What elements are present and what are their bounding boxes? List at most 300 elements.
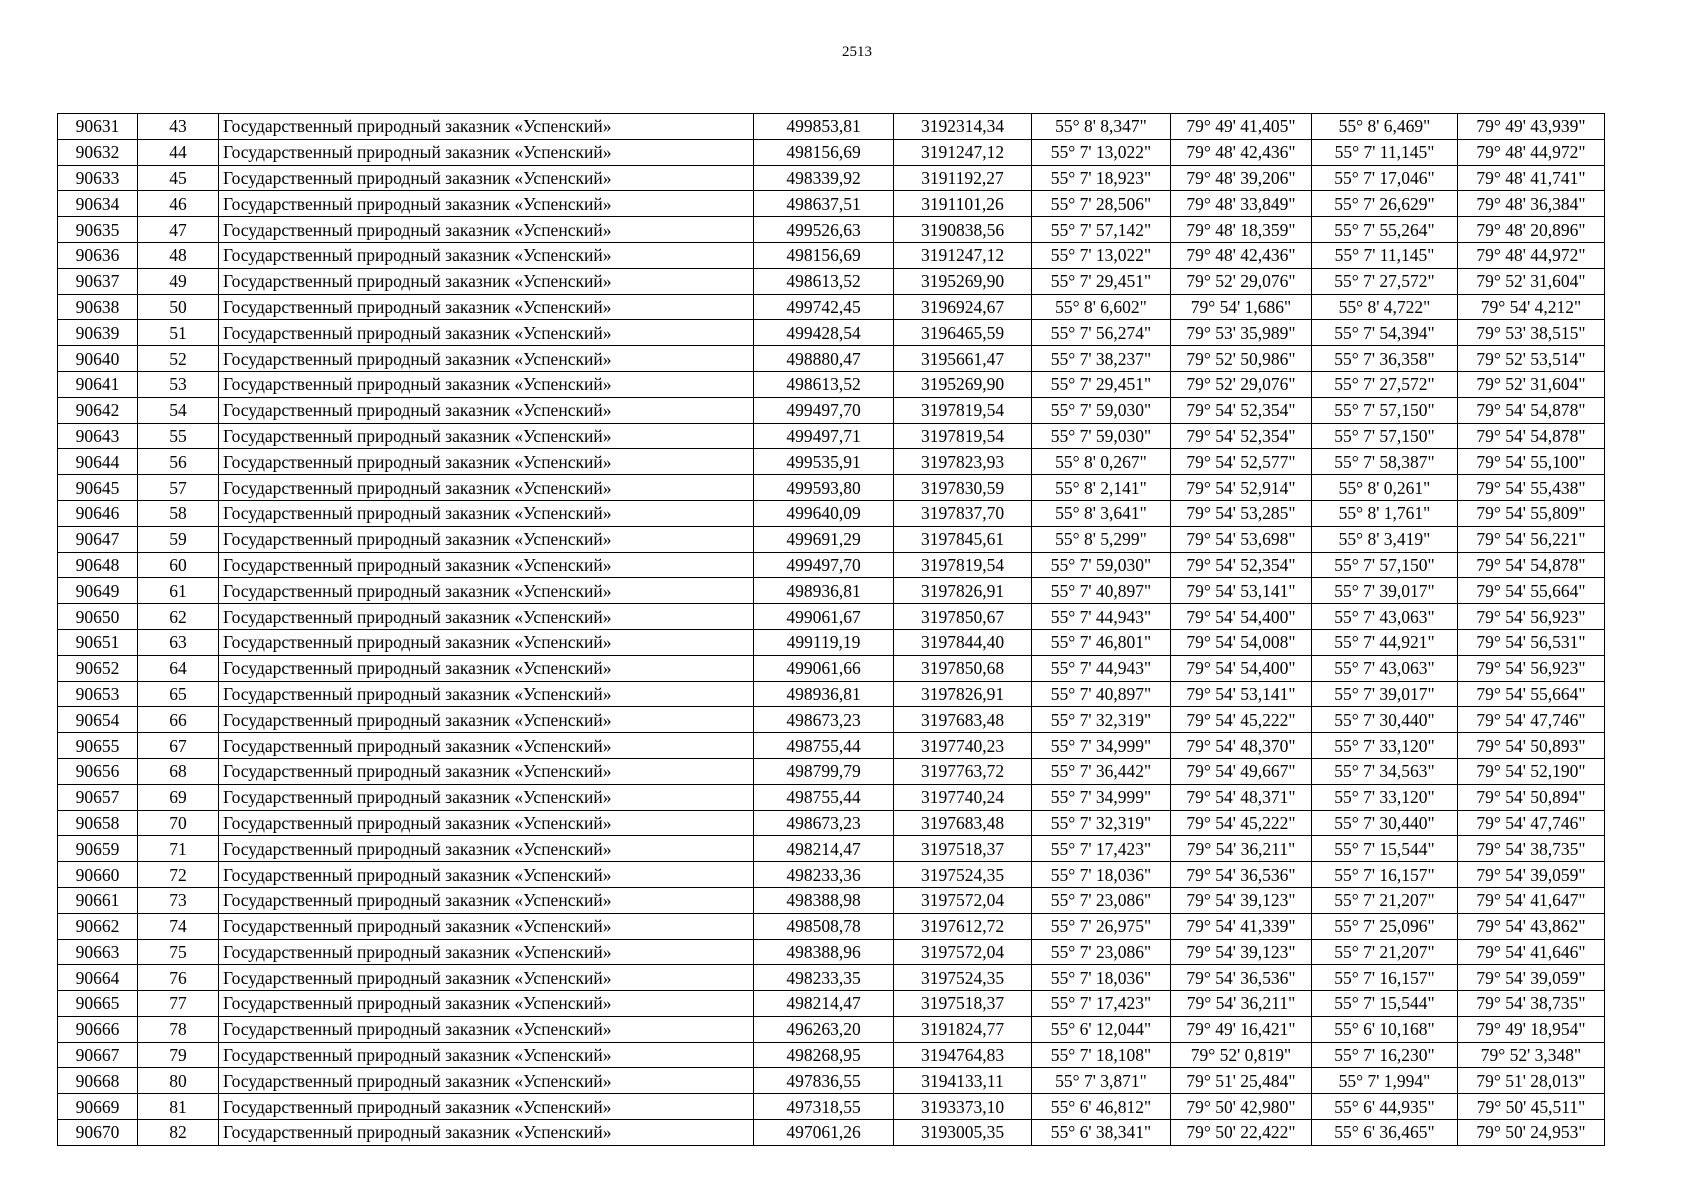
cell-latitude-1: 55° 7' 17,423" bbox=[1032, 991, 1171, 1017]
table-row bbox=[58, 371, 1605, 397]
cell-coord-x: 498673,23 bbox=[754, 810, 894, 836]
cell-longitude-1: 79° 49' 16,421" bbox=[1171, 1016, 1312, 1042]
cell-latitude-1: 55° 7' 36,442" bbox=[1032, 758, 1171, 784]
cell-coord-x: 499853,81 bbox=[754, 114, 894, 140]
cell-longitude-2: 79° 54' 38,735" bbox=[1458, 991, 1605, 1017]
cell-longitude-1: 79° 54' 36,536" bbox=[1171, 862, 1312, 888]
cell-longitude-1: 79° 54' 36,211" bbox=[1171, 836, 1312, 862]
cell-latitude-2: 55° 7' 1,994" bbox=[1312, 1068, 1458, 1094]
table-body bbox=[58, 114, 1605, 1146]
cell-point-number: 78 bbox=[138, 1016, 219, 1042]
cell-record-id: 90665 bbox=[58, 991, 138, 1017]
cell-longitude-1: 79° 50' 42,980" bbox=[1171, 1094, 1312, 1120]
cell-longitude-1: 79° 54' 45,222" bbox=[1171, 707, 1312, 733]
cell-coord-x: 498880,47 bbox=[754, 346, 894, 372]
cell-coord-x: 498214,47 bbox=[754, 991, 894, 1017]
cell-coord-y: 3197518,37 bbox=[894, 991, 1032, 1017]
cell-coord-x: 499535,91 bbox=[754, 449, 894, 475]
table-row bbox=[58, 320, 1605, 346]
cell-latitude-1: 55° 8' 8,347" bbox=[1032, 114, 1171, 140]
cell-record-id: 90655 bbox=[58, 733, 138, 759]
cell-point-number: 61 bbox=[138, 578, 219, 604]
table-row bbox=[58, 423, 1605, 449]
cell-record-id: 90639 bbox=[58, 320, 138, 346]
cell-longitude-1: 79° 53' 35,989" bbox=[1171, 320, 1312, 346]
coordinates-table bbox=[57, 113, 1605, 1146]
cell-coord-y: 3197683,48 bbox=[894, 707, 1032, 733]
cell-latitude-2: 55° 7' 27,572" bbox=[1312, 371, 1458, 397]
table-row bbox=[58, 139, 1605, 165]
cell-latitude-1: 55° 7' 57,142" bbox=[1032, 217, 1171, 243]
cell-longitude-1: 79° 54' 1,686" bbox=[1171, 294, 1312, 320]
cell-latitude-2: 55° 7' 33,120" bbox=[1312, 733, 1458, 759]
cell-latitude-2: 55° 8' 1,761" bbox=[1312, 500, 1458, 526]
cell-point-number: 57 bbox=[138, 475, 219, 501]
cell-coord-x: 498508,78 bbox=[754, 913, 894, 939]
cell-latitude-2: 55° 7' 34,563" bbox=[1312, 758, 1458, 784]
cell-longitude-1: 79° 54' 53,141" bbox=[1171, 578, 1312, 604]
cell-longitude-1: 79° 54' 48,371" bbox=[1171, 784, 1312, 810]
cell-coord-x: 498755,44 bbox=[754, 733, 894, 759]
table-row bbox=[58, 1068, 1605, 1094]
cell-object-name: Государственный природный заказник «Успенский» bbox=[219, 217, 754, 243]
cell-object-name: Государственный природный заказник «Успенский» bbox=[219, 733, 754, 759]
cell-longitude-1: 79° 52' 50,986" bbox=[1171, 346, 1312, 372]
cell-longitude-1: 79° 52' 29,076" bbox=[1171, 268, 1312, 294]
cell-longitude-2: 79° 48' 20,896" bbox=[1458, 217, 1605, 243]
cell-latitude-2: 55° 7' 25,096" bbox=[1312, 913, 1458, 939]
cell-longitude-2: 79° 54' 47,746" bbox=[1458, 707, 1605, 733]
cell-latitude-2: 55° 7' 33,120" bbox=[1312, 784, 1458, 810]
cell-latitude-1: 55° 7' 38,237" bbox=[1032, 346, 1171, 372]
cell-coord-y: 3197850,67 bbox=[894, 604, 1032, 630]
cell-longitude-1: 79° 48' 42,436" bbox=[1171, 139, 1312, 165]
cell-longitude-2: 79° 54' 50,894" bbox=[1458, 784, 1605, 810]
cell-point-number: 53 bbox=[138, 371, 219, 397]
cell-latitude-2: 55° 7' 57,150" bbox=[1312, 552, 1458, 578]
cell-latitude-2: 55° 6' 36,465" bbox=[1312, 1120, 1458, 1146]
cell-point-number: 70 bbox=[138, 810, 219, 836]
cell-record-id: 90636 bbox=[58, 242, 138, 268]
cell-latitude-2: 55° 7' 15,544" bbox=[1312, 991, 1458, 1017]
table-row bbox=[58, 629, 1605, 655]
cell-coord-y: 3197830,59 bbox=[894, 475, 1032, 501]
cell-coord-y: 3192314,34 bbox=[894, 114, 1032, 140]
cell-object-name: Государственный природный заказник «Успенский» bbox=[219, 1094, 754, 1120]
cell-coord-y: 3190838,56 bbox=[894, 217, 1032, 243]
cell-latitude-1: 55° 7' 44,943" bbox=[1032, 655, 1171, 681]
cell-point-number: 48 bbox=[138, 242, 219, 268]
cell-latitude-1: 55° 7' 59,030" bbox=[1032, 397, 1171, 423]
cell-object-name: Государственный природный заказник «Успенский» bbox=[219, 836, 754, 862]
table-row bbox=[58, 604, 1605, 630]
cell-longitude-2: 79° 50' 24,953" bbox=[1458, 1120, 1605, 1146]
cell-record-id: 90633 bbox=[58, 165, 138, 191]
table-row bbox=[58, 475, 1605, 501]
cell-latitude-2: 55° 7' 17,046" bbox=[1312, 165, 1458, 191]
cell-record-id: 90661 bbox=[58, 887, 138, 913]
cell-coord-y: 3197683,48 bbox=[894, 810, 1032, 836]
cell-latitude-2: 55° 7' 21,207" bbox=[1312, 887, 1458, 913]
cell-object-name: Государственный природный заказник «Успенский» bbox=[219, 810, 754, 836]
cell-longitude-2: 79° 54' 54,878" bbox=[1458, 397, 1605, 423]
cell-coord-y: 3193005,35 bbox=[894, 1120, 1032, 1146]
cell-point-number: 73 bbox=[138, 887, 219, 913]
cell-record-id: 90657 bbox=[58, 784, 138, 810]
cell-latitude-1: 55° 7' 18,036" bbox=[1032, 862, 1171, 888]
cell-latitude-2: 55° 7' 54,394" bbox=[1312, 320, 1458, 346]
table-row bbox=[58, 114, 1605, 140]
cell-longitude-1: 79° 54' 54,008" bbox=[1171, 629, 1312, 655]
table-row bbox=[58, 346, 1605, 372]
cell-latitude-1: 55° 7' 40,897" bbox=[1032, 578, 1171, 604]
cell-coord-y: 3197826,91 bbox=[894, 578, 1032, 604]
cell-point-number: 80 bbox=[138, 1068, 219, 1094]
cell-longitude-2: 79° 48' 44,972" bbox=[1458, 242, 1605, 268]
cell-latitude-1: 55° 7' 28,506" bbox=[1032, 191, 1171, 217]
cell-latitude-2: 55° 8' 0,261" bbox=[1312, 475, 1458, 501]
cell-coord-x: 499742,45 bbox=[754, 294, 894, 320]
cell-point-number: 79 bbox=[138, 1042, 219, 1068]
cell-record-id: 90659 bbox=[58, 836, 138, 862]
cell-latitude-1: 55° 8' 5,299" bbox=[1032, 526, 1171, 552]
cell-record-id: 90670 bbox=[58, 1120, 138, 1146]
cell-longitude-2: 79° 54' 47,746" bbox=[1458, 810, 1605, 836]
cell-object-name: Государственный природный заказник «Успенский» bbox=[219, 991, 754, 1017]
cell-longitude-2: 79° 54' 39,059" bbox=[1458, 965, 1605, 991]
cell-object-name: Государственный природный заказник «Успенский» bbox=[219, 939, 754, 965]
cell-point-number: 60 bbox=[138, 552, 219, 578]
cell-coord-x: 499593,80 bbox=[754, 475, 894, 501]
cell-latitude-1: 55° 7' 13,022" bbox=[1032, 139, 1171, 165]
table-row bbox=[58, 681, 1605, 707]
cell-point-number: 82 bbox=[138, 1120, 219, 1146]
cell-record-id: 90637 bbox=[58, 268, 138, 294]
cell-latitude-2: 55° 7' 36,358" bbox=[1312, 346, 1458, 372]
cell-latitude-2: 55° 7' 57,150" bbox=[1312, 397, 1458, 423]
cell-longitude-2: 79° 54' 55,438" bbox=[1458, 475, 1605, 501]
cell-coord-x: 498233,36 bbox=[754, 862, 894, 888]
cell-longitude-2: 79° 54' 52,190" bbox=[1458, 758, 1605, 784]
table-row bbox=[58, 578, 1605, 604]
cell-coord-x: 498214,47 bbox=[754, 836, 894, 862]
cell-point-number: 47 bbox=[138, 217, 219, 243]
cell-coord-y: 3191247,12 bbox=[894, 139, 1032, 165]
cell-object-name: Государственный природный заказник «Успенский» bbox=[219, 242, 754, 268]
cell-point-number: 81 bbox=[138, 1094, 219, 1120]
cell-object-name: Государственный природный заказник «Успенский» bbox=[219, 526, 754, 552]
cell-latitude-2: 55° 7' 43,063" bbox=[1312, 655, 1458, 681]
cell-object-name: Государственный природный заказник «Успенский» bbox=[219, 346, 754, 372]
cell-longitude-1: 79° 54' 52,354" bbox=[1171, 397, 1312, 423]
cell-record-id: 90631 bbox=[58, 114, 138, 140]
cell-coord-y: 3191824,77 bbox=[894, 1016, 1032, 1042]
table-row bbox=[58, 862, 1605, 888]
table-row bbox=[58, 887, 1605, 913]
cell-record-id: 90663 bbox=[58, 939, 138, 965]
cell-longitude-2: 79° 54' 55,664" bbox=[1458, 681, 1605, 707]
table-row bbox=[58, 552, 1605, 578]
cell-latitude-2: 55° 7' 43,063" bbox=[1312, 604, 1458, 630]
cell-coord-y: 3194133,11 bbox=[894, 1068, 1032, 1094]
cell-longitude-1: 79° 54' 48,370" bbox=[1171, 733, 1312, 759]
cell-point-number: 68 bbox=[138, 758, 219, 784]
cell-point-number: 45 bbox=[138, 165, 219, 191]
cell-coord-y: 3191101,26 bbox=[894, 191, 1032, 217]
cell-longitude-1: 79° 48' 39,206" bbox=[1171, 165, 1312, 191]
cell-point-number: 62 bbox=[138, 604, 219, 630]
cell-point-number: 64 bbox=[138, 655, 219, 681]
cell-coord-y: 3191192,27 bbox=[894, 165, 1032, 191]
cell-coord-x: 499640,09 bbox=[754, 500, 894, 526]
cell-latitude-1: 55° 7' 18,923" bbox=[1032, 165, 1171, 191]
cell-point-number: 49 bbox=[138, 268, 219, 294]
cell-coord-y: 3197518,37 bbox=[894, 836, 1032, 862]
cell-record-id: 90652 bbox=[58, 655, 138, 681]
cell-longitude-2: 79° 53' 38,515" bbox=[1458, 320, 1605, 346]
cell-longitude-1: 79° 52' 0,819" bbox=[1171, 1042, 1312, 1068]
cell-coord-y: 3197524,35 bbox=[894, 965, 1032, 991]
cell-object-name: Государственный природный заказник «Успенский» bbox=[219, 1068, 754, 1094]
cell-longitude-2: 79° 54' 55,100" bbox=[1458, 449, 1605, 475]
table-row bbox=[58, 1042, 1605, 1068]
cell-latitude-2: 55° 8' 6,469" bbox=[1312, 114, 1458, 140]
cell-longitude-2: 79° 52' 53,514" bbox=[1458, 346, 1605, 372]
cell-point-number: 66 bbox=[138, 707, 219, 733]
cell-latitude-1: 55° 6' 38,341" bbox=[1032, 1120, 1171, 1146]
table-row bbox=[58, 1120, 1605, 1146]
cell-latitude-2: 55° 7' 55,264" bbox=[1312, 217, 1458, 243]
cell-point-number: 69 bbox=[138, 784, 219, 810]
table-row bbox=[58, 397, 1605, 423]
cell-longitude-1: 79° 54' 52,577" bbox=[1171, 449, 1312, 475]
cell-record-id: 90643 bbox=[58, 423, 138, 449]
cell-coord-y: 3197819,54 bbox=[894, 552, 1032, 578]
cell-coord-y: 3197845,61 bbox=[894, 526, 1032, 552]
cell-object-name: Государственный природный заказник «Успенский» bbox=[219, 500, 754, 526]
cell-latitude-1: 55° 6' 46,812" bbox=[1032, 1094, 1171, 1120]
cell-coord-y: 3197612,72 bbox=[894, 913, 1032, 939]
cell-longitude-2: 79° 54' 54,878" bbox=[1458, 552, 1605, 578]
cell-longitude-2: 79° 51' 28,013" bbox=[1458, 1068, 1605, 1094]
cell-coord-x: 498339,92 bbox=[754, 165, 894, 191]
cell-longitude-2: 79° 54' 4,212" bbox=[1458, 294, 1605, 320]
cell-coord-y: 3197844,40 bbox=[894, 629, 1032, 655]
cell-latitude-1: 55° 7' 59,030" bbox=[1032, 423, 1171, 449]
cell-object-name: Государственный природный заказник «Успенский» bbox=[219, 578, 754, 604]
cell-point-number: 76 bbox=[138, 965, 219, 991]
cell-longitude-2: 79° 54' 39,059" bbox=[1458, 862, 1605, 888]
cell-object-name: Государственный природный заказник «Успенский» bbox=[219, 1016, 754, 1042]
cell-point-number: 46 bbox=[138, 191, 219, 217]
cell-latitude-1: 55° 8' 0,267" bbox=[1032, 449, 1171, 475]
cell-longitude-2: 79° 54' 56,923" bbox=[1458, 655, 1605, 681]
table-row bbox=[58, 191, 1605, 217]
cell-record-id: 90647 bbox=[58, 526, 138, 552]
cell-coord-x: 498799,79 bbox=[754, 758, 894, 784]
cell-point-number: 52 bbox=[138, 346, 219, 372]
table-row bbox=[58, 165, 1605, 191]
cell-point-number: 43 bbox=[138, 114, 219, 140]
cell-record-id: 90648 bbox=[58, 552, 138, 578]
cell-point-number: 58 bbox=[138, 500, 219, 526]
cell-coord-y: 3195269,90 bbox=[894, 371, 1032, 397]
cell-longitude-2: 79° 54' 41,646" bbox=[1458, 939, 1605, 965]
cell-longitude-1: 79° 54' 53,285" bbox=[1171, 500, 1312, 526]
cell-coord-y: 3197850,68 bbox=[894, 655, 1032, 681]
cell-longitude-2: 79° 50' 45,511" bbox=[1458, 1094, 1605, 1120]
cell-latitude-2: 55° 7' 39,017" bbox=[1312, 681, 1458, 707]
cell-coord-x: 498388,96 bbox=[754, 939, 894, 965]
cell-longitude-1: 79° 48' 42,436" bbox=[1171, 242, 1312, 268]
cell-object-name: Государственный природный заказник «Успенский» bbox=[219, 552, 754, 578]
cell-coord-x: 499497,71 bbox=[754, 423, 894, 449]
cell-latitude-2: 55° 7' 27,572" bbox=[1312, 268, 1458, 294]
cell-latitude-1: 55° 7' 23,086" bbox=[1032, 939, 1171, 965]
cell-coord-x: 498233,35 bbox=[754, 965, 894, 991]
cell-record-id: 90654 bbox=[58, 707, 138, 733]
cell-latitude-2: 55° 7' 11,145" bbox=[1312, 139, 1458, 165]
cell-object-name: Государственный природный заказник «Успенский» bbox=[219, 758, 754, 784]
cell-latitude-2: 55° 7' 44,921" bbox=[1312, 629, 1458, 655]
cell-object-name: Государственный природный заказник «Успенский» bbox=[219, 887, 754, 913]
table-row bbox=[58, 242, 1605, 268]
cell-record-id: 90653 bbox=[58, 681, 138, 707]
cell-coord-x: 498755,44 bbox=[754, 784, 894, 810]
cell-longitude-2: 79° 54' 41,647" bbox=[1458, 887, 1605, 913]
cell-latitude-1: 55° 8' 3,641" bbox=[1032, 500, 1171, 526]
table-row bbox=[58, 707, 1605, 733]
cell-latitude-1: 55° 7' 59,030" bbox=[1032, 552, 1171, 578]
table-row bbox=[58, 1016, 1605, 1042]
cell-longitude-1: 79° 54' 39,123" bbox=[1171, 887, 1312, 913]
cell-coord-x: 499119,19 bbox=[754, 629, 894, 655]
cell-longitude-2: 79° 54' 54,878" bbox=[1458, 423, 1605, 449]
cell-point-number: 51 bbox=[138, 320, 219, 346]
cell-object-name: Государственный природный заказник «Успенский» bbox=[219, 965, 754, 991]
cell-object-name: Государственный природный заказник «Успенский» bbox=[219, 423, 754, 449]
cell-longitude-1: 79° 54' 53,141" bbox=[1171, 681, 1312, 707]
cell-latitude-1: 55° 7' 44,943" bbox=[1032, 604, 1171, 630]
cell-latitude-2: 55° 7' 16,157" bbox=[1312, 965, 1458, 991]
cell-longitude-2: 79° 52' 3,348" bbox=[1458, 1042, 1605, 1068]
cell-point-number: 50 bbox=[138, 294, 219, 320]
table-row bbox=[58, 500, 1605, 526]
cell-latitude-1: 55° 7' 32,319" bbox=[1032, 810, 1171, 836]
table-row bbox=[58, 733, 1605, 759]
table-row bbox=[58, 526, 1605, 552]
cell-coord-x: 498613,52 bbox=[754, 371, 894, 397]
cell-object-name: Государственный природный заказник «Успенский» bbox=[219, 913, 754, 939]
cell-coord-y: 3196465,59 bbox=[894, 320, 1032, 346]
cell-latitude-2: 55° 7' 16,230" bbox=[1312, 1042, 1458, 1068]
cell-object-name: Государственный природный заказник «Успенский» bbox=[219, 294, 754, 320]
cell-latitude-1: 55° 8' 2,141" bbox=[1032, 475, 1171, 501]
table-row bbox=[58, 939, 1605, 965]
cell-coord-x: 499061,66 bbox=[754, 655, 894, 681]
cell-record-id: 90634 bbox=[58, 191, 138, 217]
cell-latitude-2: 55° 7' 57,150" bbox=[1312, 423, 1458, 449]
cell-coord-y: 3197740,24 bbox=[894, 784, 1032, 810]
cell-record-id: 90666 bbox=[58, 1016, 138, 1042]
cell-record-id: 90638 bbox=[58, 294, 138, 320]
cell-coord-x: 498637,51 bbox=[754, 191, 894, 217]
cell-latitude-1: 55° 7' 29,451" bbox=[1032, 268, 1171, 294]
cell-object-name: Государственный природный заказник «Успенский» bbox=[219, 707, 754, 733]
cell-coord-y: 3197837,70 bbox=[894, 500, 1032, 526]
cell-point-number: 56 bbox=[138, 449, 219, 475]
cell-longitude-2: 79° 49' 18,954" bbox=[1458, 1016, 1605, 1042]
cell-record-id: 90656 bbox=[58, 758, 138, 784]
table-row bbox=[58, 991, 1605, 1017]
cell-point-number: 74 bbox=[138, 913, 219, 939]
cell-coord-x: 498673,23 bbox=[754, 707, 894, 733]
cell-latitude-1: 55° 7' 40,897" bbox=[1032, 681, 1171, 707]
cell-longitude-2: 79° 54' 56,531" bbox=[1458, 629, 1605, 655]
cell-point-number: 67 bbox=[138, 733, 219, 759]
cell-longitude-2: 79° 54' 56,221" bbox=[1458, 526, 1605, 552]
cell-record-id: 90645 bbox=[58, 475, 138, 501]
cell-record-id: 90662 bbox=[58, 913, 138, 939]
cell-longitude-2: 79° 48' 41,741" bbox=[1458, 165, 1605, 191]
cell-longitude-2: 79° 52' 31,604" bbox=[1458, 268, 1605, 294]
cell-latitude-1: 55° 7' 56,274" bbox=[1032, 320, 1171, 346]
cell-record-id: 90642 bbox=[58, 397, 138, 423]
cell-longitude-1: 79° 52' 29,076" bbox=[1171, 371, 1312, 397]
cell-point-number: 44 bbox=[138, 139, 219, 165]
cell-coord-x: 498936,81 bbox=[754, 578, 894, 604]
table-row bbox=[58, 913, 1605, 939]
cell-coord-x: 498156,69 bbox=[754, 139, 894, 165]
cell-object-name: Государственный природный заказник «Успенский» bbox=[219, 655, 754, 681]
cell-coord-y: 3197740,23 bbox=[894, 733, 1032, 759]
cell-point-number: 54 bbox=[138, 397, 219, 423]
cell-latitude-1: 55° 7' 13,022" bbox=[1032, 242, 1171, 268]
cell-latitude-1: 55° 7' 32,319" bbox=[1032, 707, 1171, 733]
cell-coord-x: 499497,70 bbox=[754, 552, 894, 578]
cell-record-id: 90658 bbox=[58, 810, 138, 836]
cell-longitude-2: 79° 49' 43,939" bbox=[1458, 114, 1605, 140]
cell-object-name: Государственный природный заказник «Успенский» bbox=[219, 397, 754, 423]
cell-longitude-1: 79° 50' 22,422" bbox=[1171, 1120, 1312, 1146]
cell-point-number: 71 bbox=[138, 836, 219, 862]
cell-coord-x: 497061,26 bbox=[754, 1120, 894, 1146]
table-row bbox=[58, 784, 1605, 810]
cell-longitude-1: 79° 54' 45,222" bbox=[1171, 810, 1312, 836]
cell-coord-y: 3197524,35 bbox=[894, 862, 1032, 888]
cell-object-name: Государственный природный заказник «Успенский» bbox=[219, 862, 754, 888]
cell-coord-y: 3197823,93 bbox=[894, 449, 1032, 475]
table-row bbox=[58, 836, 1605, 862]
cell-longitude-2: 79° 54' 55,664" bbox=[1458, 578, 1605, 604]
cell-longitude-1: 79° 54' 36,536" bbox=[1171, 965, 1312, 991]
cell-latitude-2: 55° 8' 4,722" bbox=[1312, 294, 1458, 320]
cell-latitude-2: 55° 7' 11,145" bbox=[1312, 242, 1458, 268]
cell-coord-x: 497318,55 bbox=[754, 1094, 894, 1120]
cell-record-id: 90635 bbox=[58, 217, 138, 243]
cell-object-name: Государственный природный заказник «Успенский» bbox=[219, 604, 754, 630]
cell-coord-x: 497836,55 bbox=[754, 1068, 894, 1094]
cell-coord-y: 3197819,54 bbox=[894, 423, 1032, 449]
cell-object-name: Государственный природный заказник «Успенский» bbox=[219, 475, 754, 501]
cell-longitude-1: 79° 54' 53,698" bbox=[1171, 526, 1312, 552]
cell-longitude-1: 79° 48' 33,849" bbox=[1171, 191, 1312, 217]
table-row bbox=[58, 655, 1605, 681]
cell-coord-x: 498268,95 bbox=[754, 1042, 894, 1068]
cell-record-id: 90651 bbox=[58, 629, 138, 655]
cell-coord-y: 3197826,91 bbox=[894, 681, 1032, 707]
cell-latitude-1: 55° 6' 12,044" bbox=[1032, 1016, 1171, 1042]
